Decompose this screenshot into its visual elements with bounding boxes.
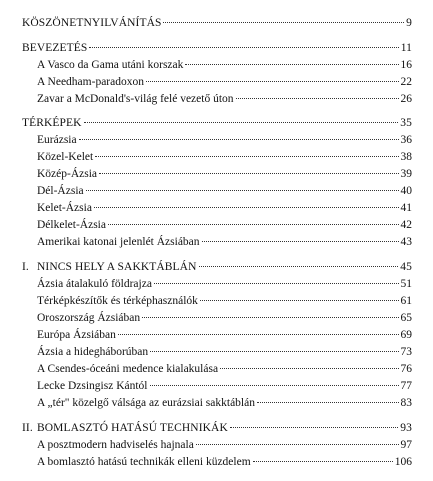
dot-leader	[99, 173, 398, 174]
entry-page: 26	[400, 93, 412, 105]
section-page: 93	[400, 422, 412, 434]
dot-leader	[200, 300, 399, 301]
entry-title: A bomlasztó hatású technikák elleni küzdelem	[37, 456, 251, 468]
toc-entry-acknowledgements	[22, 15, 412, 31]
toc-section-part-1	[22, 259, 412, 275]
dot-leader	[257, 402, 399, 403]
entry-page: 16	[400, 59, 412, 71]
entry-page: 22	[400, 76, 412, 88]
entry-title: Zavar a McDonald's-világ felé vezető úton	[37, 93, 234, 105]
toc-entry	[37, 454, 412, 470]
section-number: II.	[22, 422, 33, 434]
entry-page: 61	[400, 295, 412, 307]
dot-leader	[202, 241, 399, 242]
entry-page: 51	[400, 278, 412, 290]
toc-section-introduction	[22, 40, 412, 56]
toc-section-part-2	[22, 420, 412, 436]
entry-title: Lecke Dzsingisz Kántól	[37, 380, 148, 392]
entry-title: Európa Ázsiában	[37, 329, 116, 341]
toc-entry	[37, 293, 412, 309]
entry-title: KÖSZÖNETNYILVÁNÍTÁS	[22, 17, 162, 29]
entry-page: 38	[400, 151, 412, 163]
entry-page: 77	[400, 380, 412, 392]
entry-title: A Csendes-óceáni medence kialakulása	[37, 363, 219, 375]
dot-leader	[94, 207, 399, 208]
toc-entry	[37, 344, 412, 360]
toc-entry	[37, 361, 412, 377]
dot-leader	[150, 385, 399, 386]
toc-entry	[37, 395, 412, 411]
toc-entry	[37, 217, 412, 233]
entry-page: 39	[400, 168, 412, 180]
toc-entry	[37, 310, 412, 326]
toc-entry	[37, 276, 412, 292]
entry-page: 40	[400, 185, 412, 197]
entry-title: Amerikai katonai jelenlét Ázsiában	[37, 236, 200, 248]
entry-page: 65	[400, 312, 412, 324]
dot-leader	[230, 427, 398, 428]
toc-entry	[37, 166, 412, 182]
entry-page: 9	[406, 17, 412, 29]
entry-page: 76	[400, 363, 412, 375]
toc-entry	[37, 57, 412, 73]
dot-leader	[89, 47, 398, 48]
entry-page: 42	[400, 219, 412, 231]
dot-leader	[236, 98, 399, 99]
dot-leader	[84, 122, 399, 123]
entry-title: A Needham-paradoxon	[37, 76, 144, 88]
entry-page: 97	[400, 439, 412, 451]
entry-title: Közép-Ázsia	[37, 168, 98, 180]
toc-entry	[37, 378, 412, 394]
toc-entry	[37, 437, 412, 453]
section-title: TÉRKÉPEK	[22, 117, 82, 129]
toc-entry	[37, 234, 412, 250]
dot-leader	[150, 351, 398, 352]
entry-page: 83	[400, 397, 412, 409]
section-title: BOMLASZTÓ HATÁSÚ TECHNIKÁK	[37, 422, 228, 434]
dot-leader	[163, 22, 404, 23]
entry-title: Ázsia átalakuló földrajza	[37, 278, 152, 290]
entry-title: A posztmodern hadviselés hajnala	[37, 439, 194, 451]
entry-title: Eurázsia	[37, 134, 77, 146]
entry-page: 43	[400, 236, 412, 248]
entry-title: A Vasco da Gama utáni korszak	[37, 59, 184, 71]
dot-leader	[146, 81, 399, 82]
entry-page: 73	[400, 346, 412, 358]
dot-leader	[154, 283, 399, 284]
entry-page: 36	[400, 134, 412, 146]
toc-entry	[37, 149, 412, 165]
section-page: 45	[400, 261, 412, 273]
toc-entry	[37, 91, 412, 107]
toc-entry	[37, 183, 412, 199]
entry-page: 41	[400, 202, 412, 214]
entry-title: Kelet-Ázsia	[37, 202, 92, 214]
entry-page: 106	[394, 456, 412, 468]
dot-leader	[108, 224, 399, 225]
toc-section-maps	[22, 115, 412, 131]
dot-leader	[253, 461, 393, 462]
dot-leader	[142, 317, 398, 318]
toc-entry	[37, 327, 412, 343]
entry-title: A „tér" közelgő válsága az eurázsiai sakktáblán	[37, 397, 255, 409]
dot-leader	[220, 368, 398, 369]
dot-leader	[196, 444, 399, 445]
dot-leader	[86, 190, 399, 191]
entry-title: Oroszország Ázsiában	[37, 312, 141, 324]
toc-entry	[37, 132, 412, 148]
section-page: 35	[400, 117, 412, 129]
section-title: NINCS HELY A SAKKTÁBLÁN	[37, 261, 197, 273]
section-title: BEVEZETÉS	[22, 42, 88, 54]
entry-title: Délkelet-Ázsia	[37, 219, 106, 231]
toc-entry	[37, 74, 412, 90]
dot-leader	[95, 156, 398, 157]
entry-title: Közel-Kelet	[37, 151, 94, 163]
dot-leader	[79, 139, 399, 140]
dot-leader	[199, 266, 399, 267]
toc-entry	[37, 200, 412, 216]
entry-title: Térképkészítők és térképhasználók	[37, 295, 198, 307]
section-number: I.	[22, 261, 29, 273]
entry-page: 69	[400, 329, 412, 341]
dot-leader	[118, 334, 399, 335]
section-page: 11	[400, 42, 412, 54]
entry-title: Ázsia a hidegháborúban	[37, 346, 149, 358]
dot-leader	[185, 64, 398, 65]
entry-title: Dél-Ázsia	[37, 185, 84, 197]
